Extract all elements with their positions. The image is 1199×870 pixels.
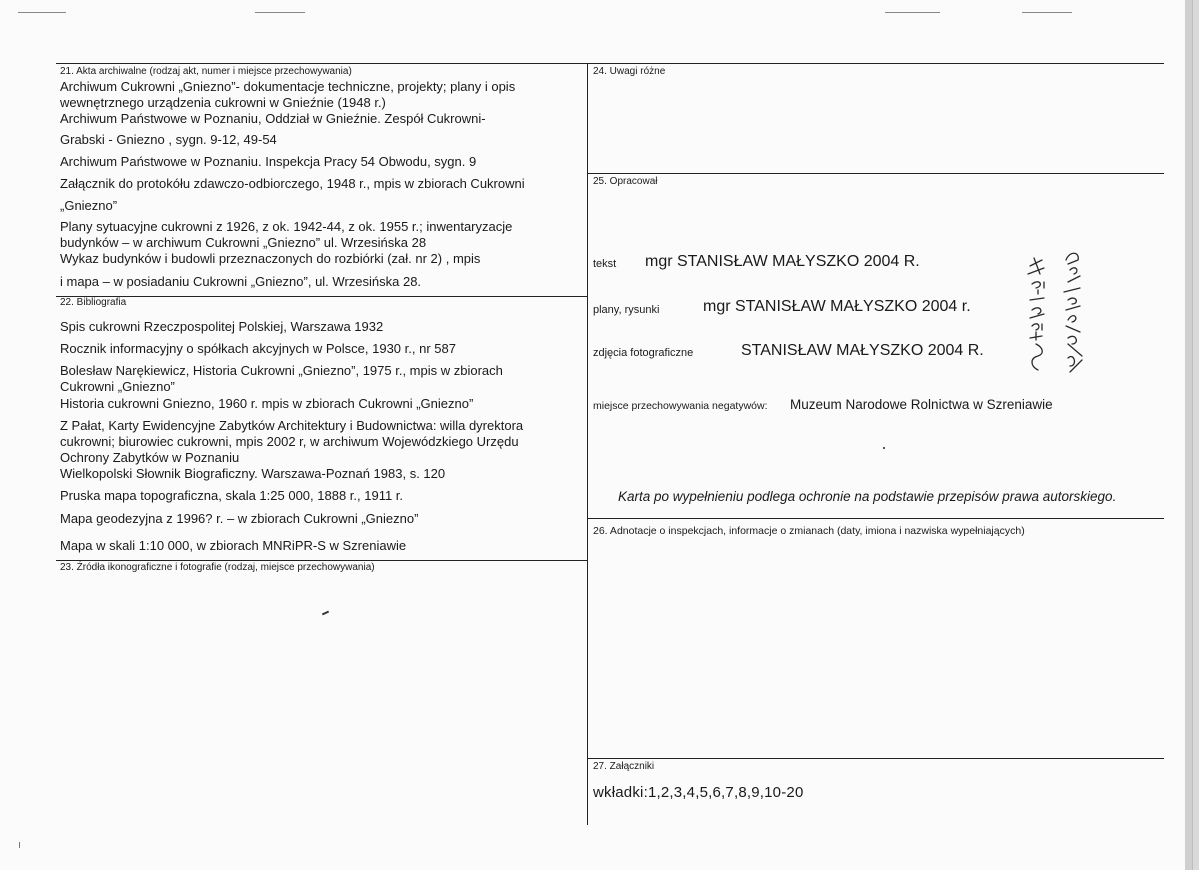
top-rule-fragment <box>885 12 940 13</box>
ink-mark <box>322 611 329 616</box>
bibliography-line: Mapa w skali 1:10 000, w zbiorach MNRiPR-S w Szreniawie <box>60 538 407 553</box>
paper-edge <box>1185 0 1192 870</box>
ink-dot <box>883 447 885 449</box>
bibliography-line: Pruska mapa topograficzna, skala 1:25 000, 1888 r., 1911 r. <box>60 488 404 503</box>
photos-author-value: STANISŁAW MAŁYSZKO 2004 R. <box>741 342 984 359</box>
bibliography-line: Wielkopolski Słownik Biograficzny. Warszawa-Poznań 1983, s. 120 <box>60 466 446 481</box>
section-21-line: Załącznik do protokółu zdawczo-odbiorczego, 1948 r., mpis w zbiorach Cukrowni <box>60 176 525 191</box>
bibliography-line: cukrowni; biurowiec cukrowni, mpis 2002 r, w archiwum Wojewódzkiego Urzędu <box>60 434 519 449</box>
section-21-line: i mapa – w posiadaniu Cukrowni „Gniezno”, ul. Wrzesińska 28. <box>60 274 422 289</box>
section-21-line: wewnętrznego urządzenia cukrowni w Gnieźnie (1948 r.) <box>60 95 386 110</box>
section-23-header: 23. Źródła ikonograficzne i fotografie (rodzaj, miejsce przechowywania) <box>60 562 375 573</box>
handwritten-signature <box>1008 240 1098 380</box>
bibliography-line: Cukrowni „Gniezno” <box>60 379 175 394</box>
section-21-line: Wykaz budynków i budowli przeznaczonych do rozbiórki (zał. nr 2) , mpis <box>60 251 481 266</box>
section-24-header: 24. Uwagi różne <box>593 66 666 77</box>
bibliography-line: Mapa geodezyjna z 1996? r. – w zbiorach Cukrowni „Gniezno” <box>60 511 419 526</box>
scan-speck <box>19 842 20 848</box>
text-author-label: tekst <box>593 258 617 270</box>
divider-26-27 <box>587 758 1164 759</box>
section-22-header: 22. Bibliografia <box>60 297 127 308</box>
section-21-line: „Gniezno” <box>60 198 118 213</box>
section-21-line: Archiwum Państwowe w Poznaniu, Oddział w Gnieźnie. Zespół Cukrowni- <box>60 111 486 126</box>
divider-22-23 <box>56 560 587 561</box>
bibliography-line: Historia cukrowni Gniezno, 1960 r. mpis w zbiorach Cukrowni „Gniezno” <box>60 396 474 411</box>
section-21-line: Archiwum Państwowe w Poznaniu. Inspekcja Pracy 54 Obwodu, sygn. 9 <box>60 154 477 169</box>
negatives-location-label: miejsce przechowywania negatywów: <box>593 400 768 412</box>
top-rule-fragment <box>255 12 305 13</box>
text-author-value: mgr STANISŁAW MAŁYSZKO 2004 R. <box>645 253 920 270</box>
bibliography-line: Rocznik informacyjny o spółkach akcyjnych w Polsce, 1930 r., nr 587 <box>60 341 456 356</box>
bibliography-line: Z Pałat, Karty Ewidencyjne Zabytków Architektury i Budownictwa: willa dyrektora <box>60 418 524 433</box>
top-rule-fragment <box>1022 12 1072 13</box>
divider-25-26 <box>587 518 1164 519</box>
bibliography-line: Spis cukrowni Rzeczpospolitej Polskiej, Warszawa 1932 <box>60 319 384 334</box>
drawings-author-value: mgr STANISŁAW MAŁYSZKO 2004 r. <box>703 298 971 315</box>
section-27-header: 27. Załączniki <box>593 761 655 772</box>
drawings-author-label: plany, rysunki <box>593 304 660 316</box>
column-divider <box>587 63 588 825</box>
copyright-notice: Karta po wypełnieniu podlega ochronie na podstawie przepisów prawa autorskiego. <box>618 489 1117 504</box>
section-25-header: 25. Opracował <box>593 176 658 187</box>
negatives-location-value: Muzeum Narodowe Rolnictwa w Szreniawie <box>790 397 1053 412</box>
bibliography-line: Bolesław Narękiewicz, Historia Cukrowni „Gniezno”, 1975 r., mpis w zbiorach <box>60 363 503 378</box>
section-21-line: Plany sytuacyjne cukrowni z 1926, z ok. 1942-44, z ok. 1955 r.; inwentaryzacje <box>60 219 513 234</box>
divider-24-25 <box>587 173 1164 174</box>
section-21-header: 21. Akta archiwalne (rodzaj akt, numer i miejsce przechowywania) <box>60 66 352 77</box>
divider-21-22 <box>56 296 587 297</box>
section-26-header: 26. Adnotacje o inspekcjach, informacje o zmianach (daty, imiona i nazwiska wypełniających) <box>593 525 1025 537</box>
top-rule-fragment <box>18 12 66 13</box>
section-21-line: Archiwum Cukrowni „Gniezno”- dokumentacje techniczne, projekty; plany i opis <box>60 79 516 94</box>
top-border-line <box>56 63 1164 64</box>
bibliography-line: Ochrony Zabytków w Poznaniu <box>60 450 240 465</box>
section-21-line: budynków – w archiwum Cukrowni „Gniezno” ul. Wrzesińska 28 <box>60 235 427 250</box>
section-21-line: Grabski - Gniezno , sygn. 9-12, 49-54 <box>60 132 277 147</box>
photos-author-label: zdjęcia fotograficzne <box>593 347 694 359</box>
attachments-value: wkładki:1,2,3,4,5,6,7,8,9,10-20 <box>593 784 804 801</box>
